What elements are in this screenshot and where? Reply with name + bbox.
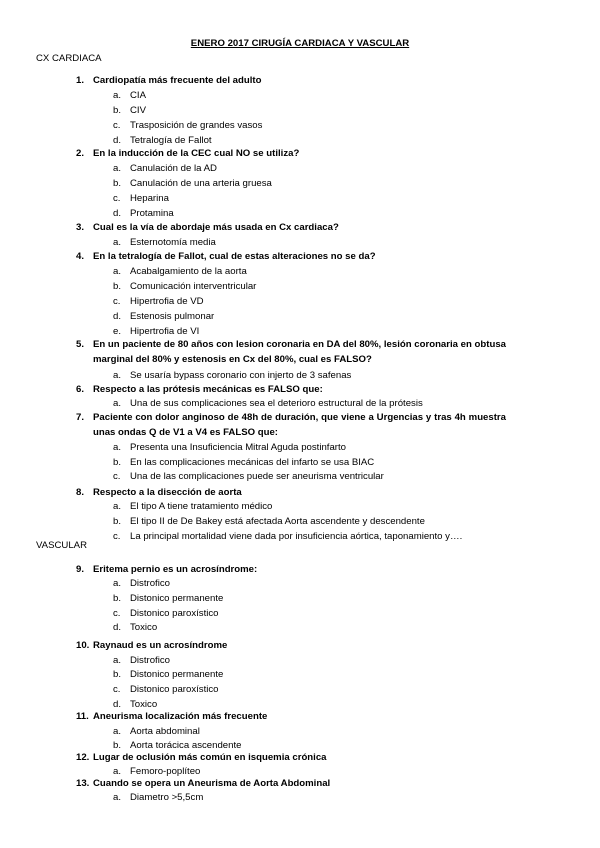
answer-option xyxy=(113,469,384,484)
answer-option xyxy=(113,294,204,309)
option-letter: d. xyxy=(113,135,122,146)
option-text: Femoro-poplíteo xyxy=(130,766,201,777)
question-number: 7. xyxy=(76,412,85,423)
answer-option xyxy=(113,235,216,250)
question-text: Respecto a las prótesis mecánicas es FALSO que: xyxy=(93,384,323,395)
question-text: Cardiopatía más frecuente del adulto xyxy=(93,75,262,86)
option-text: Heparina xyxy=(130,193,169,204)
option-letter: a. xyxy=(113,237,122,248)
option-text: Una de sus complicaciones sea el deterioro estructural de la prótesis xyxy=(130,398,423,409)
answer-option xyxy=(113,118,262,133)
question xyxy=(76,750,506,765)
question xyxy=(76,382,506,397)
option-letter: d. xyxy=(113,208,122,219)
option-text: Distonico paroxístico xyxy=(130,608,219,619)
answer-option xyxy=(113,176,272,191)
option-text: Tetralogía de Fallot xyxy=(130,135,212,146)
question xyxy=(76,337,506,367)
answer-option xyxy=(113,682,219,697)
section-heading: VASCULAR xyxy=(36,540,88,551)
answer-option xyxy=(113,529,462,544)
question-number: 12. xyxy=(76,752,90,763)
option-text: Esternotomía media xyxy=(130,237,216,248)
answer-option xyxy=(113,790,203,805)
question-number: 6. xyxy=(76,384,85,395)
question xyxy=(76,562,506,577)
option-letter: b. xyxy=(113,457,122,468)
option-text: Hipertrofia de VI xyxy=(130,326,200,337)
answer-option xyxy=(113,440,346,455)
option-text: Se usaría bypass coronario con injerto de 3 safenas xyxy=(130,370,352,381)
option-letter: a. xyxy=(113,442,122,453)
option-letter: a. xyxy=(113,792,122,803)
option-text: Distonico permanente xyxy=(130,669,224,680)
option-text: El tipo II de De Bakey está afectada Aorta ascendente y descendente xyxy=(130,516,425,527)
question-text: Cuando se opera un Aneurisma de Aorta Abdominal xyxy=(93,778,331,789)
option-text: En las complicaciones mecánicas del infarto se usa BIAC xyxy=(130,457,375,468)
answer-option xyxy=(113,191,169,206)
option-letter: b. xyxy=(113,178,122,189)
option-text: Distrofico xyxy=(130,655,170,666)
question-number: 10. xyxy=(76,640,90,651)
document-title: ENERO 2017 CIRUGÍA CARDIACA Y VASCULAR xyxy=(190,38,410,49)
answer-option xyxy=(113,724,200,739)
option-text: Distrofico xyxy=(130,578,170,589)
question xyxy=(76,638,506,653)
option-text: Protamina xyxy=(130,208,174,219)
option-letter: e. xyxy=(113,326,122,337)
answer-option xyxy=(113,606,219,621)
option-text: Diametro >5,5cm xyxy=(130,792,204,803)
question-number: 1. xyxy=(76,75,85,86)
option-text: Trasposición de grandes vasos xyxy=(130,120,263,131)
question-number: 5. xyxy=(76,339,85,350)
option-text: Comunicación interventricular xyxy=(130,281,257,292)
question-number: 4. xyxy=(76,251,85,262)
option-letter: a. xyxy=(113,655,122,666)
question-text: Paciente con dolor anginoso de 48h de duración, que viene a Urgencias y tras 4h muestra unas ondas Q de V1 a V4 es FALSO que: xyxy=(93,412,506,438)
answer-option xyxy=(113,161,217,176)
option-letter: b. xyxy=(113,669,122,680)
answer-option xyxy=(113,576,170,591)
option-letter: c. xyxy=(113,608,121,619)
question xyxy=(76,485,506,500)
answer-option xyxy=(113,264,247,279)
answer-option xyxy=(113,455,374,470)
question xyxy=(76,410,506,440)
answer-option xyxy=(113,514,425,529)
question-text: En la inducción de la CEC cual NO se utiliza? xyxy=(93,148,300,159)
option-letter: d. xyxy=(113,699,122,710)
option-letter: d. xyxy=(113,311,122,322)
question-text: En un paciente de 80 años con lesion coronaria en DA del 80%, lesión coronaria en obtusa marginal del 80% y estenosis en Cx del 80%, cual es FALSO? xyxy=(93,339,506,365)
option-text: Acabalgamiento de la aorta xyxy=(130,266,247,277)
question xyxy=(76,146,506,161)
question-text: Cual es la vía de abordaje más usada en Cx cardiaca? xyxy=(93,222,339,233)
option-letter: a. xyxy=(113,766,122,777)
option-letter: a. xyxy=(113,398,122,409)
option-text: La principal mortalidad viene dada por insuficiencia aórtica, taponamiento y…. xyxy=(130,531,463,542)
option-text: Aorta torácica ascendente xyxy=(130,740,242,751)
question-text: En la tetralogía de Fallot, cual de estas alteraciones no se da? xyxy=(93,251,376,262)
option-letter: b. xyxy=(113,516,122,527)
option-letter: c. xyxy=(113,296,121,307)
option-text: Aorta abdominal xyxy=(130,726,200,737)
option-text: Estenosis pulmonar xyxy=(130,311,215,322)
answer-option xyxy=(113,396,423,411)
option-text: CIA xyxy=(130,90,146,101)
option-letter: b. xyxy=(113,593,122,604)
option-text: Canulación de una arteria gruesa xyxy=(130,178,272,189)
option-text: Una de las complicaciones puede ser aneurisma ventricular xyxy=(130,471,384,482)
question-text: Raynaud es un acrosíndrome xyxy=(93,640,228,651)
answer-option xyxy=(113,206,174,221)
section-heading: CX CARDIACA xyxy=(36,53,102,64)
question-number: 13. xyxy=(76,778,90,789)
answer-option xyxy=(113,368,351,383)
option-letter: c. xyxy=(113,120,121,131)
question xyxy=(76,249,506,264)
answer-option xyxy=(113,103,146,118)
question-number: 9. xyxy=(76,564,85,575)
question-number: 3. xyxy=(76,222,85,233)
option-letter: a. xyxy=(113,90,122,101)
option-letter: a. xyxy=(113,370,122,381)
option-letter: c. xyxy=(113,471,121,482)
option-text: Canulación de la AD xyxy=(130,163,217,174)
question xyxy=(76,709,506,724)
option-text: Distonico paroxístico xyxy=(130,684,219,695)
option-text: Presenta una Insuficiencia Mitral Aguda postinfarto xyxy=(130,442,346,453)
question-text: Respecto a la disección de aorta xyxy=(93,487,242,498)
option-text: El tipo A tiene tratamiento médico xyxy=(130,501,273,512)
option-letter: a. xyxy=(113,578,122,589)
answer-option xyxy=(113,591,223,606)
question-number: 11. xyxy=(76,711,89,722)
question xyxy=(76,220,506,235)
answer-option xyxy=(113,499,272,514)
option-text: Toxico xyxy=(130,699,158,710)
option-letter: a. xyxy=(113,266,122,277)
option-text: Distonico permanente xyxy=(130,593,224,604)
option-text: Toxico xyxy=(130,622,158,633)
option-letter: b. xyxy=(113,740,122,751)
option-letter: b. xyxy=(113,281,122,292)
answer-option xyxy=(113,88,146,103)
option-letter: c. xyxy=(113,684,121,695)
option-letter: c. xyxy=(113,531,121,542)
option-letter: a. xyxy=(113,726,122,737)
question-number: 8. xyxy=(76,487,85,498)
question-number: 2. xyxy=(76,148,85,159)
option-letter: a. xyxy=(113,163,122,174)
question-text: Lugar de oclusión más común en isquemia crónica xyxy=(93,752,327,763)
option-text: CIV xyxy=(130,105,146,116)
option-text: Hipertrofia de VD xyxy=(130,296,204,307)
answer-option xyxy=(113,309,214,324)
answer-option xyxy=(113,279,256,294)
answer-option xyxy=(113,667,223,682)
question xyxy=(76,776,506,791)
question xyxy=(76,73,506,88)
option-letter: b. xyxy=(113,105,122,116)
question-text: Aneurisma localización más frecuente xyxy=(93,711,268,722)
question-text: Eritema pernio es un acrosíndrome: xyxy=(93,564,258,575)
answer-option xyxy=(113,653,170,668)
option-letter: d. xyxy=(113,622,122,633)
option-letter: a. xyxy=(113,501,122,512)
answer-option xyxy=(113,620,157,635)
option-letter: c. xyxy=(113,193,121,204)
